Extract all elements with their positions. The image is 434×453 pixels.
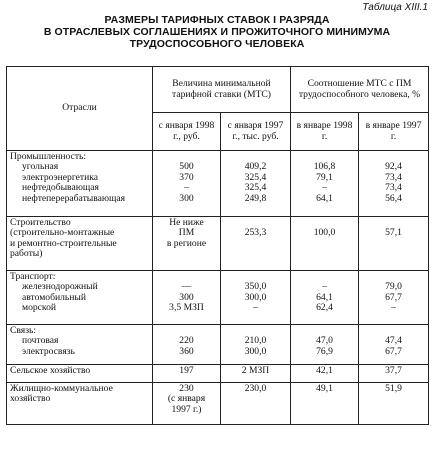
industry-line: Промышленность: xyxy=(10,151,87,162)
value-cell xyxy=(291,365,359,383)
value: 350,0 xyxy=(244,281,267,293)
industry-cell xyxy=(7,217,153,271)
industry-cell xyxy=(7,271,153,325)
industry-line: железнодорожный xyxy=(22,281,98,293)
value-cell xyxy=(153,151,221,217)
value-cell xyxy=(153,325,221,365)
title-line: ТРУДОСПОСОБНОГО ЧЕЛОВЕКА xyxy=(129,38,305,50)
industry-line: автомобильный xyxy=(22,291,86,303)
industry-line: хозяйство xyxy=(10,393,51,405)
industry-cell xyxy=(7,365,153,383)
industry-line: и ремонтно-строительные xyxy=(10,237,117,249)
value: 249,8 xyxy=(244,192,267,204)
value-cell xyxy=(153,383,221,425)
header-sub: в январе 1998 г. xyxy=(291,113,359,151)
value: 210,0 xyxy=(244,335,267,347)
value: 360 xyxy=(179,345,194,357)
value: ПМ xyxy=(178,227,195,239)
value: 42,1 xyxy=(316,365,333,376)
table-row xyxy=(7,383,429,425)
value-cell xyxy=(221,383,291,425)
value: Не ниже xyxy=(169,217,204,228)
value: 49,1 xyxy=(316,383,333,394)
header-sub: в январе 1997 г. xyxy=(359,113,429,151)
value: 500 xyxy=(179,161,194,173)
value-cell xyxy=(221,271,291,325)
table-row xyxy=(7,365,429,383)
industry-line: угольная xyxy=(22,161,59,173)
title-line: РАЗМЕРЫ ТАРИФНЫХ СТАВОК I РАЗРЯДА xyxy=(104,14,330,26)
value-cell xyxy=(359,217,429,271)
industry-line: почтовая xyxy=(22,335,59,347)
industry-line: Сельское хозяйство xyxy=(10,365,91,376)
industry-cell xyxy=(7,151,153,217)
table-row xyxy=(7,217,429,271)
value-cell xyxy=(153,271,221,325)
value: 47,0 xyxy=(316,335,333,347)
value: 1997 г.) xyxy=(171,403,202,415)
value-cell xyxy=(291,151,359,217)
industry-line: Связь: xyxy=(10,325,37,336)
value: 220 xyxy=(179,335,194,347)
value: 37,7 xyxy=(385,365,402,376)
title-line: В ОТРАСЛЕВЫХ СОГЛАШЕНИЯХ И ПРОЖИТОЧНОГО МИНИМУМА xyxy=(43,26,391,38)
value: 51,9 xyxy=(385,383,402,394)
value: 79,0 xyxy=(385,281,402,293)
table-title xyxy=(0,14,434,50)
value: в регионе xyxy=(166,237,207,249)
value: 67,7 xyxy=(385,345,402,357)
value-cell xyxy=(359,271,429,325)
industry-line: Транспорт: xyxy=(10,271,56,282)
industry-line: электросвязь xyxy=(22,345,75,357)
industry-line: Жилищно-коммунальное xyxy=(10,383,113,394)
value: 325,4 xyxy=(244,171,267,183)
industry-cell xyxy=(7,383,153,425)
value-cell xyxy=(221,325,291,365)
value: 230,0 xyxy=(244,383,267,394)
value-cell xyxy=(291,383,359,425)
value: 2 МЗП xyxy=(241,365,270,376)
value-cell xyxy=(359,383,429,425)
value: 56,4 xyxy=(385,192,402,204)
data-table xyxy=(6,66,429,425)
industry-line: нефтедобывающая xyxy=(22,182,99,194)
value: 409,2 xyxy=(244,161,267,173)
value-cell xyxy=(221,365,291,383)
industry-line: (строительно-монтажные xyxy=(10,227,115,239)
value: 197 xyxy=(179,365,194,376)
table-number: Таблица XIII.1 xyxy=(362,2,428,13)
value: 370 xyxy=(179,171,194,183)
value: – xyxy=(322,281,327,293)
header-sub: с января 1998 г., руб. xyxy=(153,113,221,151)
value: (с января xyxy=(167,393,206,405)
header-industries: Отрасли xyxy=(7,67,153,151)
value: 92,4 xyxy=(385,161,402,173)
table-row xyxy=(7,271,429,325)
value: 76,9 xyxy=(316,345,333,357)
value-cell xyxy=(291,271,359,325)
value: 230 xyxy=(179,383,194,394)
industry-line: Строительство xyxy=(10,217,71,228)
industry-line: электроэнергетика xyxy=(22,171,99,183)
value: – xyxy=(184,182,189,194)
value: 73,4 xyxy=(385,171,402,183)
table-row xyxy=(7,151,429,217)
value-cell xyxy=(221,217,291,271)
value: 325,4 xyxy=(244,182,267,194)
value: 79,1 xyxy=(316,171,333,183)
value-cell xyxy=(359,151,429,217)
value: 300,0 xyxy=(244,291,267,303)
header-mts: Величина минимальной тарифной ставки (МТС) xyxy=(153,67,291,113)
value: 62,4 xyxy=(316,302,333,314)
header-sub: с января 1997 г., тыс. руб. xyxy=(221,113,291,151)
value-cell xyxy=(359,365,429,383)
value: 64,1 xyxy=(316,192,333,204)
industry-line: нефтеперерабатывающая xyxy=(22,192,126,204)
value: 100,0 xyxy=(313,227,336,239)
industry-line: работы) xyxy=(10,248,43,260)
value-cell xyxy=(291,325,359,365)
value-cell xyxy=(221,151,291,217)
value: 47,4 xyxy=(385,335,402,347)
value: 64,1 xyxy=(316,291,333,303)
value: 300 xyxy=(179,192,194,204)
value-cell xyxy=(153,217,221,271)
industry-line: морской xyxy=(22,302,57,314)
value: 300 xyxy=(179,291,194,303)
value: – xyxy=(391,302,396,314)
value: 253,3 xyxy=(244,227,267,239)
value-cell xyxy=(153,365,221,383)
table-row xyxy=(7,325,429,365)
value-cell xyxy=(359,325,429,365)
value: 73,4 xyxy=(385,182,402,194)
value: – xyxy=(322,182,327,194)
value: 67,7 xyxy=(385,291,402,303)
value: 3,5 МЗП xyxy=(169,302,204,314)
value: 300,0 xyxy=(244,345,267,357)
value: 106,8 xyxy=(313,161,336,173)
header-ratio: Соотношение МТС с ПМ трудоспособного человека, % xyxy=(291,67,429,113)
value: — xyxy=(181,281,192,293)
value-cell xyxy=(291,217,359,271)
value: 57,1 xyxy=(385,227,402,239)
industry-cell xyxy=(7,325,153,365)
value: – xyxy=(253,302,258,314)
